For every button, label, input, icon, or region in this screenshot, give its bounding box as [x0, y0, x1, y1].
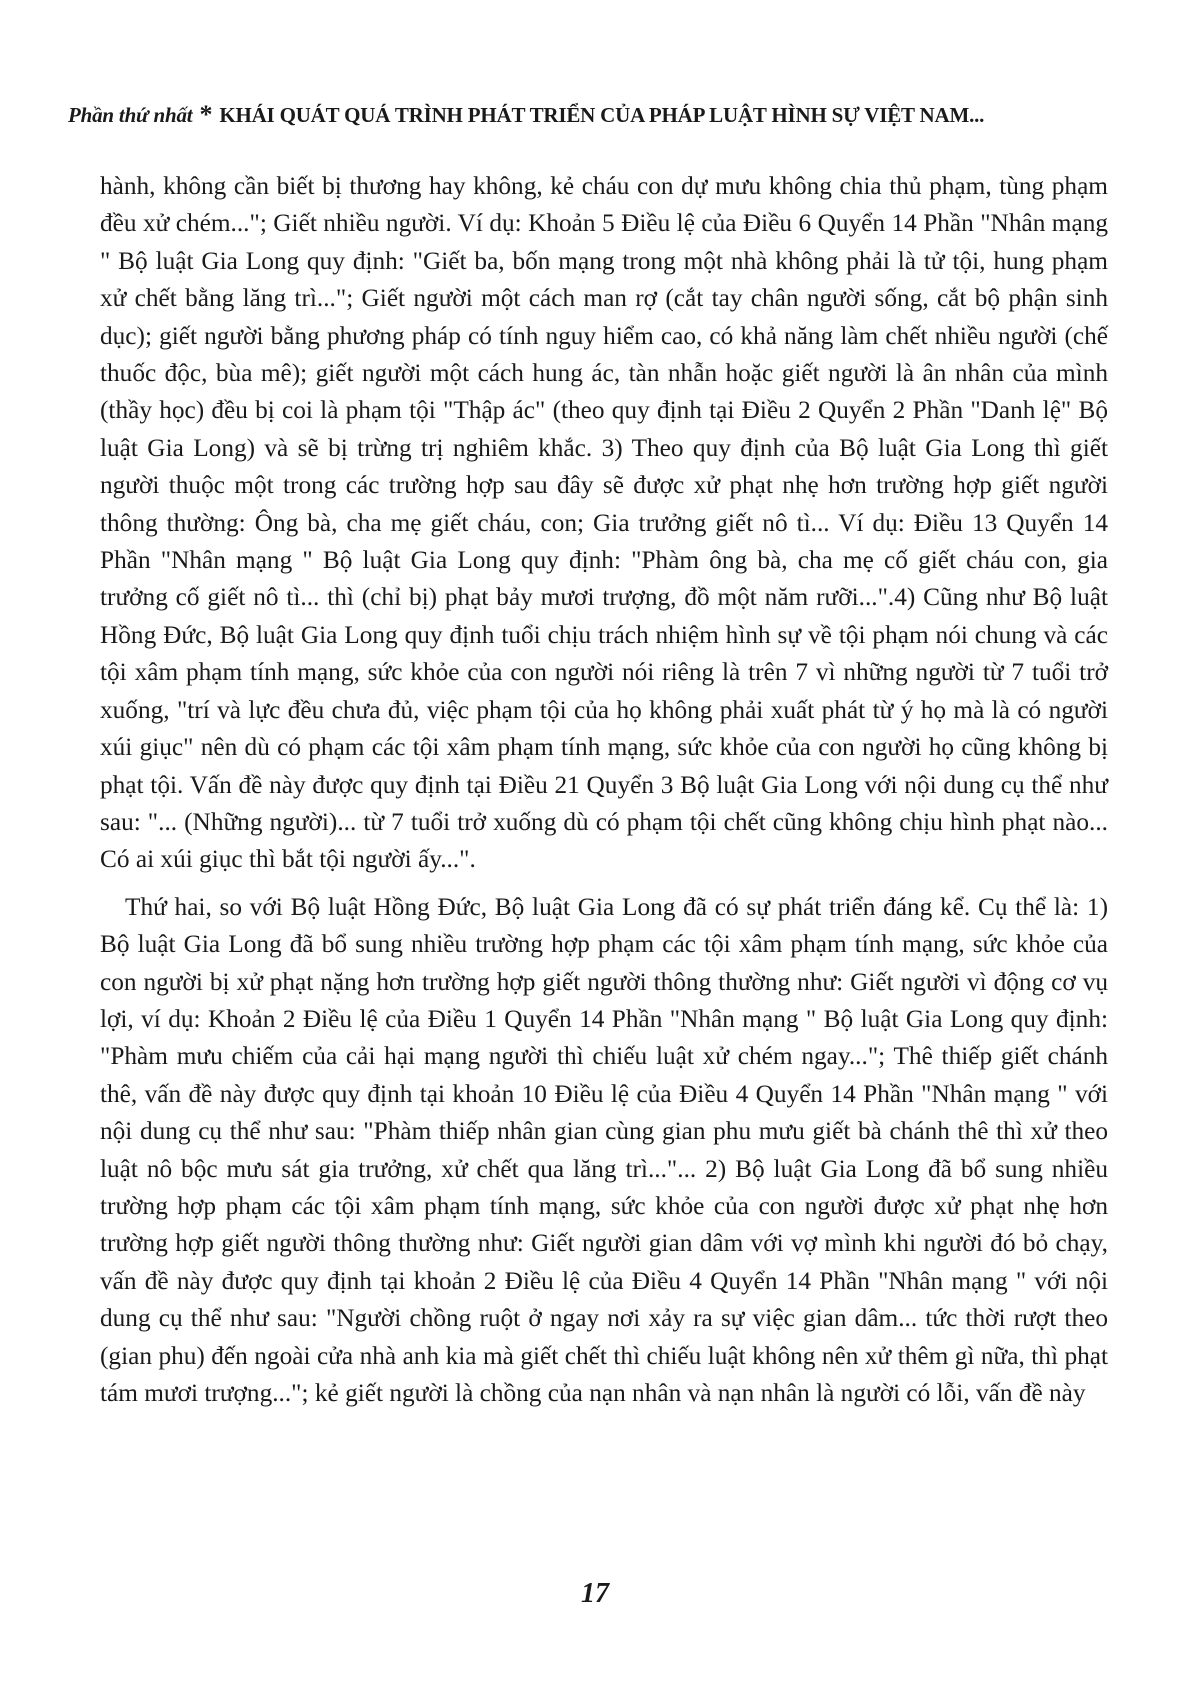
running-header: [68, 100, 1124, 130]
header-title: KHÁI QUÁT QUÁ TRÌNH PHÁT TRIỂN CỦA PHÁP LUẬT HÌNH SỰ VIỆT NAM...: [219, 103, 985, 127]
paragraph-continued: hành, không cần biết bị thương hay không, kẻ cháu con dự mưu không chia thủ phạm, tùng phạm đều xử chém..."; Giết nhiều người. Ví dụ: Khoản 5 Điều lệ của Điều 6 Quyển 14 Phần "Nhân mạng " Bộ luật Gia Long quy định: "Giết ba, bốn mạng trong một nhà không phải là tử tội, hung phạm xử chết bằng lăng trì..."; Giết người một cách man rợ (cắt tay chân người sống, cắt bộ phận sinh dục); giết người bằng phương pháp có tính nguy hiểm cao, có khả năng làm chết nhiều người (chế thuốc độc, bùa mê); giết người một cách hung ác, tàn nhẫn hoặc giết người là ân nhân của mình (thầy học) đều bị coi là phạm tội "Thập ác" (theo quy định tại Điều 2 Quyển 2 Phần "Danh lệ" Bộ luật Gia Long) và sẽ bị trừng trị nghiêm khắc. 3) Theo quy định của Bộ luật Gia Long thì giết người thuộc một trong các trường hợp sau đây sẽ được xử phạt nhẹ hơn trường hợp giết người thông thường: Ông bà, cha mẹ giết cháu, con; Gia trưởng giết nô tì... Ví dụ: Điều 13 Quyển 14 Phần "Nhân mạng " Bộ luật Gia Long quy định: "Phàm ông bà, cha mẹ cố giết cháu con, gia trưởng cố giết nô tì... thì (chỉ bị) phạt bảy mươi trượng, đồ một năm rưỡi...".4) Cũng như Bộ luật Hồng Đức, Bộ luật Gia Long quy định tuổi chịu trách nhiệm hình sự về tội phạm nói chung và các tội xâm phạm tính mạng, sức khỏe của con người nói riêng là trên 7 vì những người từ 7 tuổi trở xuống, "trí và lực đều chưa đủ, việc phạm tội của họ không phải xuất phát từ ý họ mà là có người xúi giục" nên dù có phạm các tội xâm phạm tính mạng, sức khỏe của con người họ cũng không bị phạt tội. Vấn đề này được quy định tại Điều 21 Quyển 3 Bộ luật Gia Long với nội dung cụ thể như sau: "... (Những người)... từ 7 tuổi trở xuống dù có phạm tội chết cũng không chịu hình phạt nào... Có ai xúi giục thì bắt tội người ấy...".: [100, 172, 1108, 874]
page-number: 17: [581, 1578, 609, 1609]
page-body: [100, 168, 1108, 1412]
paragraph-second-point: Thứ hai, so với Bộ luật Hồng Đức, Bộ luật Gia Long đã có sự phát triển đáng kể. Cụ thể là: 1) Bộ luật Gia Long đã bổ sung nhiều trường hợp phạm các tội xâm phạm tính mạng, sức khỏe của con người bị xử phạt nặng hơn trường hợp giết người thông thường như: Giết người vì động cơ vụ lợi, ví dụ: Khoản 2 Điều lệ của Điều 1 Quyển 14 Phần "Nhân mạng " Bộ luật Gia Long quy định: "Phàm mưu chiếm của cải hại mạng người thì chiếu luật xử chém ngay..."; Thê thiếp giết chánh thê, vấn đề này được quy định tại khoản 10 Điều lệ của Điều 4 Quyển 14 Phần "Nhân mạng " với nội dung cụ thể như sau: "Phàm thiếp nhân gian cùng gian phu mưu giết bà chánh thê thì xử theo luật nô bộc mưu sát gia trưởng, xử chết qua lăng trì..."... 2) Bộ luật Gia Long đã bổ sung nhiều trường hợp phạm các tội xâm phạm tính mạng, sức khỏe của con người được xử phạt nhẹ hơn trường hợp giết người thông thường như: Giết người gian dâm với vợ mình khi người đó bỏ chạy, vấn đề này được quy định tại khoản 2 Điều lệ của Điều 4 Quyển 14 Phần "Nhân mạng " với nội dung cụ thể như sau: "Người chồng ruột ở ngay nơi xảy ra sự việc gian dâm... tức thời rượt theo (gian phu) đến ngoài cửa nhà anh kia mà giết chết thì chiếu luật không nên xử thêm gì nữa, thì phạt tám mươi trượng..."; kẻ giết người là chồng của nạn nhân và nạn nhân là người có lỗi, vấn đề này: [100, 892, 1108, 1407]
header-separator: *: [199, 100, 213, 129]
header-part-label: Phần thứ nhất: [68, 103, 193, 127]
